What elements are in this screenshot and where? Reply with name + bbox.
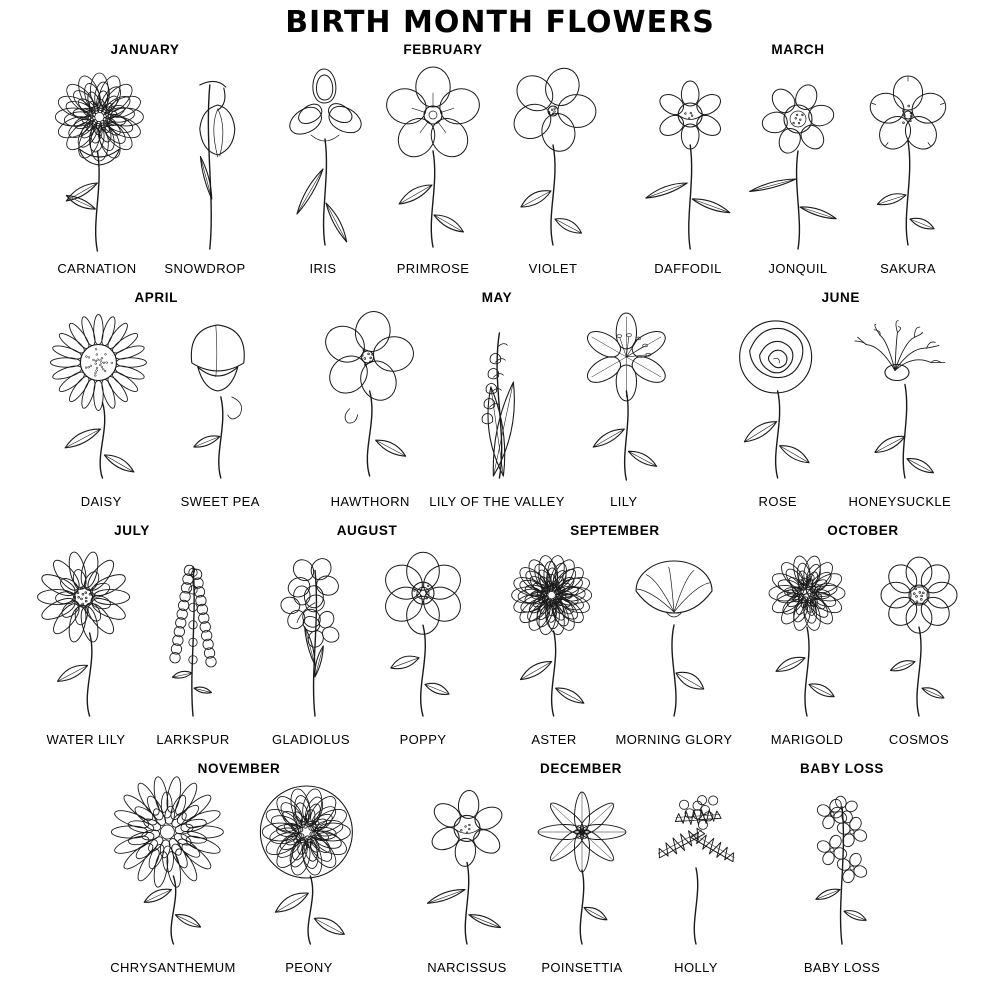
flower-list	[311, 307, 683, 509]
flower-label: HONEYSUCKLE	[848, 494, 952, 509]
flower-list	[751, 540, 975, 747]
month-group-april	[37, 290, 275, 509]
flower-list	[37, 307, 275, 509]
flower-list	[273, 59, 613, 276]
flower-holly	[641, 778, 751, 975]
larkspur-flower-icon	[147, 540, 239, 730]
month-title: JANUARY	[110, 42, 180, 57]
primrose-flower-icon	[373, 59, 493, 259]
month-title: DECEMBER	[539, 761, 623, 776]
flower-label: ROSE	[758, 494, 797, 509]
gladiolus-flower-icon	[255, 540, 367, 730]
flower-list	[633, 59, 963, 276]
carnation-flower-icon	[37, 59, 157, 259]
flower-label: IRIS	[309, 261, 337, 276]
cosmos-flower-icon	[863, 540, 975, 730]
month-group-august	[255, 523, 479, 747]
month-row	[0, 761, 1000, 975]
marigold-flower-icon	[751, 540, 863, 730]
honeysuckle-flower-icon	[837, 307, 963, 492]
flower-label: POPPY	[399, 732, 447, 747]
flower-cosmos	[863, 540, 975, 747]
flower-label: BABY LOSS	[803, 960, 881, 975]
flower-honeysuckle	[837, 307, 963, 509]
flower-gladiolus	[255, 540, 367, 747]
flower-list	[255, 540, 479, 747]
month-group-july	[25, 523, 239, 747]
flower-sakura	[853, 59, 963, 276]
violet-flower-icon	[493, 59, 613, 259]
month-title: JULY	[114, 523, 150, 538]
flower-label: PEONY	[285, 960, 333, 975]
flower-daffodil	[633, 59, 743, 276]
iris-flower-icon	[273, 59, 373, 259]
water-lily-flower-icon	[25, 540, 147, 730]
flower-narcissus	[411, 778, 523, 975]
flower-iris	[273, 59, 373, 276]
month-group-october	[751, 523, 975, 747]
peony-flower-icon	[243, 778, 375, 958]
flower-label: CARNATION	[57, 261, 137, 276]
month-group-december	[411, 761, 751, 975]
morning-glory-flower-icon	[613, 540, 735, 730]
flower-hawthorn	[311, 307, 429, 509]
poinsettia-flower-icon	[523, 778, 641, 958]
poppy-flower-icon	[367, 540, 479, 730]
month-group-march	[633, 42, 963, 276]
month-title: APRIL	[134, 290, 178, 305]
flower-water-lily	[25, 540, 147, 747]
month-title: JUNE	[821, 290, 860, 305]
flower-list	[495, 540, 735, 747]
flower-carnation	[37, 59, 157, 276]
flower-label: CHRYSANTHEMUM	[110, 960, 236, 975]
flower-violet	[493, 59, 613, 276]
month-group-january	[37, 42, 253, 276]
flower-list	[103, 778, 375, 975]
snowdrop-flower-icon	[157, 59, 253, 259]
flower-label: SNOWDROP	[164, 261, 246, 276]
aster-flower-icon	[495, 540, 613, 730]
month-group-june	[719, 290, 963, 509]
flower-label: POINSETTIA	[541, 960, 623, 975]
flower-rose	[719, 307, 837, 509]
flower-label: LILY OF THE VALLEY	[429, 494, 565, 509]
flower-peony	[243, 778, 375, 975]
flower-label: JONQUIL	[768, 261, 828, 276]
baby-loss-flower-icon	[787, 778, 897, 958]
daisy-flower-icon	[37, 307, 165, 492]
flower-larkspur	[147, 540, 239, 747]
flower-label: SAKURA	[880, 261, 936, 276]
flower-label: LILY	[610, 494, 638, 509]
month-title: FEBRUARY	[403, 42, 483, 57]
flower-label: MORNING GLORY	[615, 732, 733, 747]
flower-label: GLADIOLUS	[271, 732, 350, 747]
flower-list	[719, 307, 963, 509]
months-grid	[0, 42, 1000, 975]
flower-label: PRIMROSE	[396, 261, 470, 276]
page-title: BIRTH MONTH FLOWERS	[285, 5, 715, 40]
flower-poppy	[367, 540, 479, 747]
flower-label: HOLLY	[674, 960, 718, 975]
flower-chrysanthemum	[103, 778, 243, 975]
flower-label: VIOLET	[528, 261, 578, 276]
flower-morning-glory	[613, 540, 735, 747]
month-group-baby-loss	[787, 761, 897, 975]
month-row	[0, 523, 1000, 747]
flower-list	[787, 778, 897, 975]
hawthorn-flower-icon	[311, 307, 429, 492]
narcissus-flower-icon	[411, 778, 523, 958]
chrysanthemum-flower-icon	[103, 778, 243, 958]
rose-flower-icon	[719, 307, 837, 492]
month-title: MARCH	[771, 42, 825, 57]
flower-label: DAFFODIL	[654, 261, 722, 276]
month-group-may	[311, 290, 683, 509]
month-group-february	[273, 42, 613, 276]
flower-sweet-pea	[165, 307, 275, 509]
flower-label: SWEET PEA	[180, 494, 260, 509]
month-group-september	[495, 523, 735, 747]
flower-label: ASTER	[531, 732, 577, 747]
flower-daisy	[37, 307, 165, 509]
holly-flower-icon	[641, 778, 751, 958]
flower-baby-loss	[787, 778, 897, 975]
flower-label: DAISY	[80, 494, 122, 509]
flower-lily	[565, 307, 683, 509]
flower-jonquil	[743, 59, 853, 276]
month-title: NOVEMBER	[197, 761, 281, 776]
flower-label: NARCISSUS	[427, 960, 507, 975]
month-row	[0, 290, 1000, 509]
month-title: SEPTEMBER	[570, 523, 660, 538]
jonquil-flower-icon	[743, 59, 853, 259]
flower-marigold	[751, 540, 863, 747]
month-title: OCTOBER	[827, 523, 899, 538]
sweet-pea-flower-icon	[165, 307, 275, 492]
flower-label: COSMOS	[888, 732, 950, 747]
month-group-november	[103, 761, 375, 975]
flower-primrose	[373, 59, 493, 276]
sakura-flower-icon	[853, 59, 963, 259]
flower-label: MARIGOLD	[770, 732, 844, 747]
flower-label: LARKSPUR	[156, 732, 230, 747]
flower-snowdrop	[157, 59, 253, 276]
flower-list	[25, 540, 239, 747]
lily-of-the-valley-flower-icon	[437, 307, 557, 492]
flower-poinsettia	[523, 778, 641, 975]
flower-list	[37, 59, 253, 276]
flower-lily-of-the-valley	[429, 307, 565, 509]
flower-label: WATER LILY	[46, 732, 126, 747]
month-title: BABY LOSS	[800, 761, 884, 776]
flower-list	[411, 778, 751, 975]
month-row	[0, 42, 1000, 276]
daffodil-flower-icon	[633, 59, 743, 259]
month-title: MAY	[481, 290, 513, 305]
month-title: AUGUST	[336, 523, 398, 538]
flower-label: HAWTHORN	[330, 494, 410, 509]
flower-aster	[495, 540, 613, 747]
lily-flower-icon	[565, 307, 683, 492]
